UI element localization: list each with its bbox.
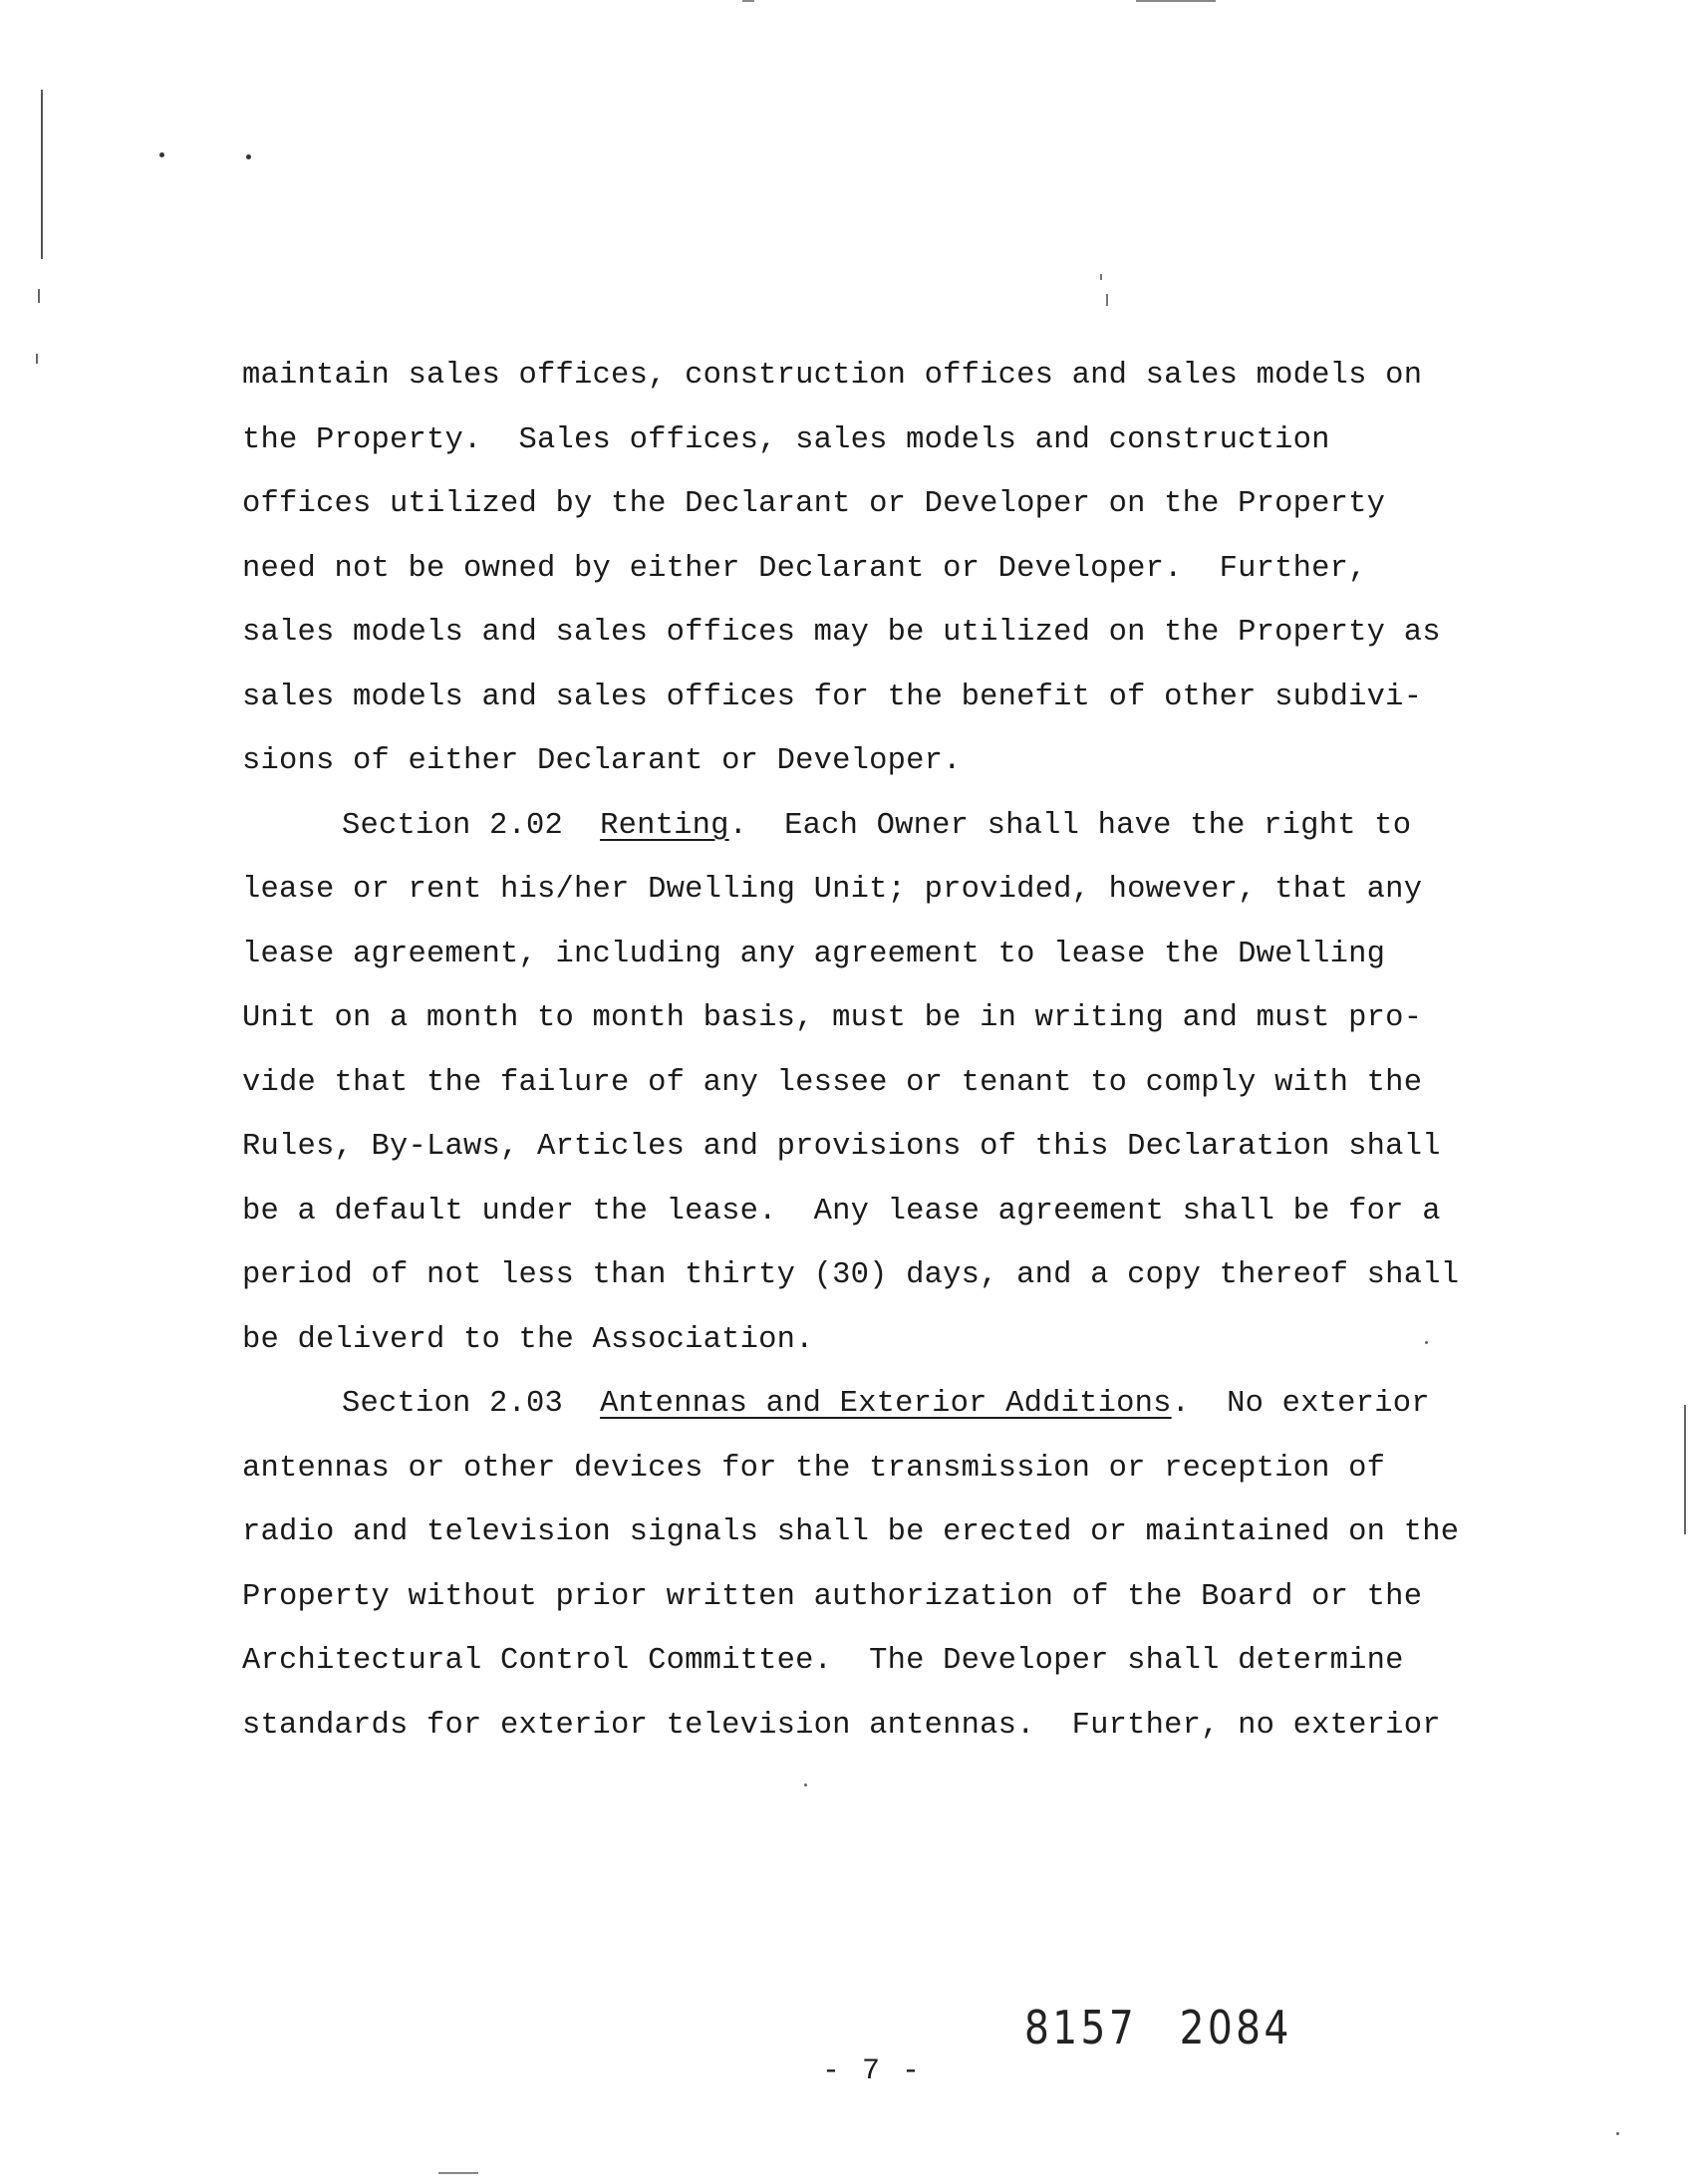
scan-mark bbox=[438, 2172, 478, 2174]
scan-dot bbox=[159, 152, 164, 157]
text-line: the Property. Sales offices, sales models and construction bbox=[242, 422, 1330, 457]
text-line: vide that the failure of any lessee or tenant to comply with the bbox=[242, 1065, 1423, 1100]
stamp-book-number: 8157 bbox=[1024, 2001, 1138, 2054]
section-heading: Antennas and Exterior Additions bbox=[600, 1387, 1172, 1421]
scan-dot bbox=[804, 1783, 807, 1786]
text-line: . Each Owner shall have the right to bbox=[728, 808, 1412, 843]
scan-edge-line bbox=[1684, 1405, 1686, 1534]
scan-dot bbox=[1616, 2132, 1619, 2135]
body-text bbox=[242, 344, 1518, 1758]
section-number: Section 2.02 bbox=[342, 808, 564, 843]
scan-mark bbox=[36, 354, 38, 364]
text-line: period of not less than thirty (30) days, and a copy thereof shall bbox=[242, 1258, 1460, 1292]
text-line: offices utilized by the Declarant or Developer on the Property bbox=[242, 487, 1386, 521]
text-line: standards for exterior television antennas. Further, no exterior bbox=[242, 1708, 1441, 1743]
text-line: need not be owned by either Declarant or Developer. Further, bbox=[242, 551, 1367, 586]
text-line: . No exterior bbox=[1171, 1387, 1430, 1421]
section-2-03-heading-line bbox=[242, 1372, 1518, 1437]
scan-mark bbox=[1100, 274, 1102, 280]
text-line: lease agreement, including any agreement to lease the Dwelling bbox=[242, 937, 1386, 971]
page-number: - 7 - bbox=[822, 2054, 923, 2088]
text-line: sales models and sales offices may be utilized on the Property as bbox=[242, 616, 1441, 650]
section-number: Section 2.03 bbox=[342, 1387, 564, 1421]
text-line: maintain sales offices, construction offices and sales models on bbox=[242, 359, 1423, 393]
recording-stamp bbox=[1024, 2001, 1292, 2054]
scan-mark bbox=[1136, 0, 1216, 2]
text-line: radio and television signals shall be erected or maintained on the bbox=[242, 1515, 1460, 1549]
stamp-page-number: 2084 bbox=[1179, 2001, 1292, 2054]
text-line: Unit on a month to month basis, must be in writing and must pro- bbox=[242, 1001, 1423, 1035]
text-line: sions of either Declarant or Developer. bbox=[242, 744, 962, 778]
text-line: Rules, By-Laws, Articles and provisions of this Declaration shall bbox=[242, 1130, 1441, 1164]
section-2-02-heading-line bbox=[242, 794, 1518, 859]
text-line: antennas or other devices for the transmission or reception of bbox=[242, 1451, 1386, 1486]
section-heading: Renting bbox=[600, 808, 729, 843]
text-line: Property without prior written authorization of the Board or the bbox=[242, 1579, 1423, 1614]
text-line: Architectural Control Committee. The Developer shall determine bbox=[242, 1644, 1404, 1678]
text-line: lease or rent his/her Dwelling Unit; provided, however, that any bbox=[242, 873, 1423, 907]
scan-edge-line bbox=[41, 90, 43, 259]
scan-dot bbox=[246, 154, 251, 159]
scan-mark bbox=[1106, 294, 1108, 306]
text-line: be deliverd to the Association. bbox=[242, 1322, 814, 1357]
scan-mark bbox=[38, 289, 40, 303]
text-line: sales models and sales offices for the benefit of other subdivi- bbox=[242, 680, 1423, 714]
scan-mark bbox=[742, 0, 754, 2]
text-line: be a default under the lease. Any lease agreement shall be for a bbox=[242, 1194, 1441, 1228]
